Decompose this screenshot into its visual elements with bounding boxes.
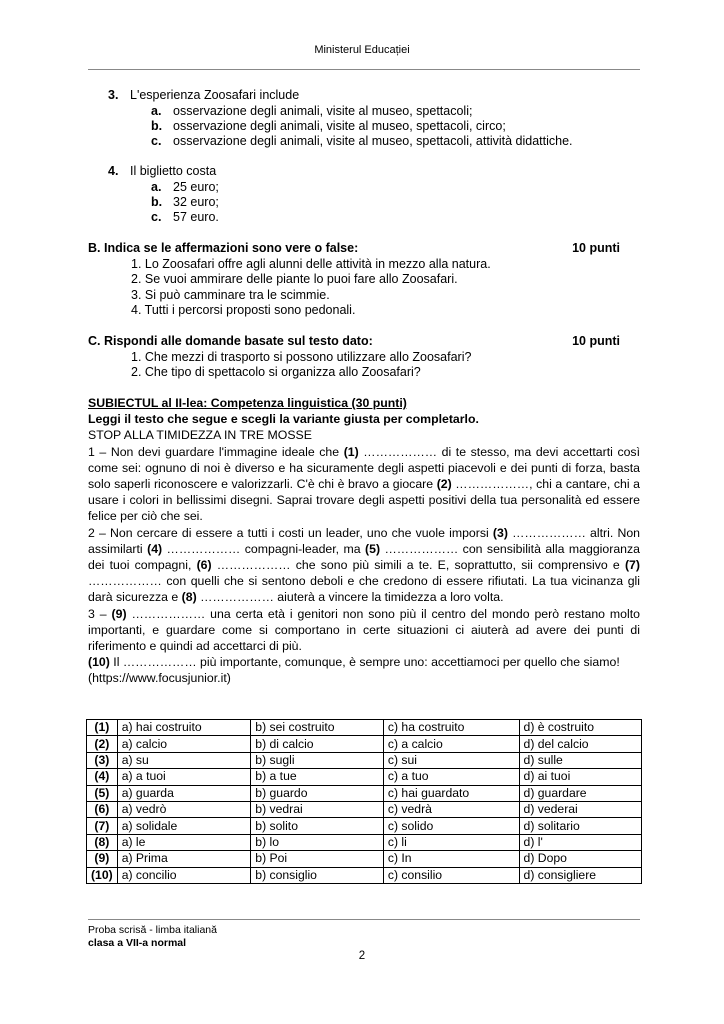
option-c: c) a calcio [383, 736, 519, 752]
option-a: a) le [117, 834, 251, 850]
option-b: b) di calcio [251, 736, 384, 752]
row-number: (7) [87, 818, 118, 834]
row-number: (5) [87, 785, 118, 801]
table-row [87, 801, 642, 817]
page-header: Ministerul Educației [314, 44, 410, 56]
section-b-title: B. Indica se le affermazioni sono vere o false: 10 punti [88, 241, 620, 255]
table-row [87, 834, 642, 850]
option-d: d) ai tuoi [519, 769, 641, 785]
footer-divider [88, 919, 640, 920]
option-b: b) a tue [251, 769, 384, 785]
table-row [87, 736, 642, 752]
footer-class: clasa a VII-a normal [88, 937, 187, 949]
option-c: c) ha costruito [383, 720, 519, 736]
option-d: d) del calcio [519, 736, 641, 752]
option-a: a) concilio [117, 867, 251, 883]
option-a: a) vedrò [117, 801, 251, 817]
option-b: b) lo [251, 834, 384, 850]
paragraph-1: 1 – Non devi guardare l'immagine ideale che (1) ……………… di te stesso, ma devi accettarti così come sei: ognuno di noi è diverso e ha sicuramente degli aspetti piacevoli e dei punti di forza, basta solo saperli riconoscere e valorizzarli. C'è chi è bravo a giocare (2) ………………, chi a cantare, chi a usare i colori in bellissimi disegni. Saprai trovare degli aspetti positivi della tua personalità ed essere felice per ciò che sei. [88, 444, 640, 524]
question-text: L'esperienza Zoosafari include [130, 88, 300, 102]
list-item: 2. Che tipo di spettacolo si organizza allo Zoosafari? [131, 365, 421, 379]
option-a: a) guarda [117, 785, 251, 801]
question-number: 4. [108, 164, 119, 178]
option-a: a) su [117, 752, 251, 768]
table-row [87, 867, 642, 883]
list-item: 1. Lo Zoosafari offre agli alunni delle attività in mezzo alla natura. [131, 257, 491, 271]
option-b: b) vedrai [251, 801, 384, 817]
header-divider [88, 69, 640, 70]
option-c: c) a tuo [383, 769, 519, 785]
option-b: b) sei costruito [251, 720, 384, 736]
question-4 [108, 164, 216, 178]
section-c-points: 10 punti [572, 334, 620, 348]
section-b-points: 10 punti [572, 241, 620, 255]
option-a: a) hai costruito [117, 720, 251, 736]
option-c: c) vedrà [383, 801, 519, 817]
table-row [87, 752, 642, 768]
table-row [87, 785, 642, 801]
list-item: 1. Che mezzi di trasporto si possono utilizzare allo Zoosafari? [131, 350, 472, 364]
row-number: (3) [87, 752, 118, 768]
page-number: 2 [358, 950, 366, 962]
row-number: (1) [87, 720, 118, 736]
row-number: (8) [87, 834, 118, 850]
list-item: 2. Se vuoi ammirare delle piante lo puoi fare allo Zoosafari. [131, 272, 458, 286]
option: c. 57 euro. [151, 210, 219, 224]
option-c: c) solido [383, 818, 519, 834]
option-b: b) solito [251, 818, 384, 834]
option: b. osservazione degli animali, visite al museo, spettacoli, circo; [151, 119, 506, 133]
option-d: d) guardare [519, 785, 641, 801]
paragraph-4: (10) Il ……………… più importante, comunque, è sempre uno: accettiamoci per quello che siamo! [88, 655, 620, 670]
source-citation: (https://www.focusjunior.it) [88, 671, 231, 686]
option-c: c) li [383, 834, 519, 850]
option-c: c) hai guardato [383, 785, 519, 801]
option-d: d) Dopo [519, 851, 641, 867]
row-number: (10) [87, 867, 118, 883]
paragraph-2: 2 – Non cercare di essere a tutti i costi un leader, uno che vuole imporsi (3) ……………… altri. Non assimilarti (4) ……………… compagni-leader, ma (5) ……………… con sensibilità alla maggioranza dei tuoi compagni, (6) ……………… che sono più simili a te. E, soprattutto, sii comprensivo e (7) ……………… con quelli che si sentono deboli e che credono di essere rifiutati. La tua vicinanza gli darà sicurezza e (8) ……………… aiuterà a vincere la timidezza a loro volta. [88, 525, 641, 605]
option-b: b) consiglio [251, 867, 384, 883]
option-a: a) a tuoi [117, 769, 251, 785]
row-number: (6) [87, 801, 118, 817]
list-item: 3. Si può camminare tra le scimmie. [131, 288, 330, 302]
option-d: d) vederai [519, 801, 641, 817]
option-c: c) consilio [383, 867, 519, 883]
option-b: b) sugli [251, 752, 384, 768]
option-c: c) sui [383, 752, 519, 768]
option-d: d) consigliere [519, 867, 641, 883]
subject-2 [88, 395, 640, 687]
passage-title: STOP ALLA TIMIDEZZA IN TRE MOSSE [88, 428, 312, 443]
option-a: a) calcio [117, 736, 251, 752]
option: b. 32 euro; [151, 195, 219, 209]
option-b: b) Poi [251, 851, 384, 867]
footer-subject: Proba scrisă - limba italiană [88, 924, 217, 936]
table-row [87, 851, 642, 867]
option-d: d) l' [519, 834, 641, 850]
option-a: a) solidale [117, 818, 251, 834]
option-b: b) guardo [251, 785, 384, 801]
option-d: d) sulle [519, 752, 641, 768]
option-a: a) Prima [117, 851, 251, 867]
row-number: (9) [87, 851, 118, 867]
answers-table [86, 719, 642, 884]
section-c-title: C. Rispondi alle domande basate sul testo dato: 10 punti [88, 334, 620, 348]
table-row [87, 769, 642, 785]
subject-2-instruction: Leggi il testo che segue e scegli la variante giusta per completarlo. [88, 412, 479, 427]
option: a. 25 euro; [151, 180, 219, 194]
table-row [87, 818, 642, 834]
option: a. osservazione degli animali, visite al museo, spettacoli; [151, 104, 473, 118]
question-text: Il biglietto costa [130, 164, 217, 178]
option-d: d) è costruito [519, 720, 641, 736]
subject-2-heading: SUBIECTUL al II-lea: Competenza linguistica (30 punti) [88, 396, 407, 410]
row-number: (4) [87, 769, 118, 785]
question-number: 3. [108, 88, 119, 102]
option-c: c) In [383, 851, 519, 867]
paragraph-3: 3 – (9) ……………… una certa età i genitori non sono più il centro del mondo però restano molto importanti, e guardare come si comportano in certe situazioni ci aiuterà ad avere dei punti di riferimento e quindi ad accettarci di più. [88, 606, 640, 654]
list-item: 4. Tutti i percorsi proposti sono pedonali. [131, 303, 356, 317]
question-3 [108, 88, 299, 102]
row-number: (2) [87, 736, 118, 752]
table-row [87, 720, 642, 736]
option: c. osservazione degli animali, visite al museo, spettacoli, attività didattiche. [151, 134, 573, 148]
option-d: d) solitario [519, 818, 641, 834]
